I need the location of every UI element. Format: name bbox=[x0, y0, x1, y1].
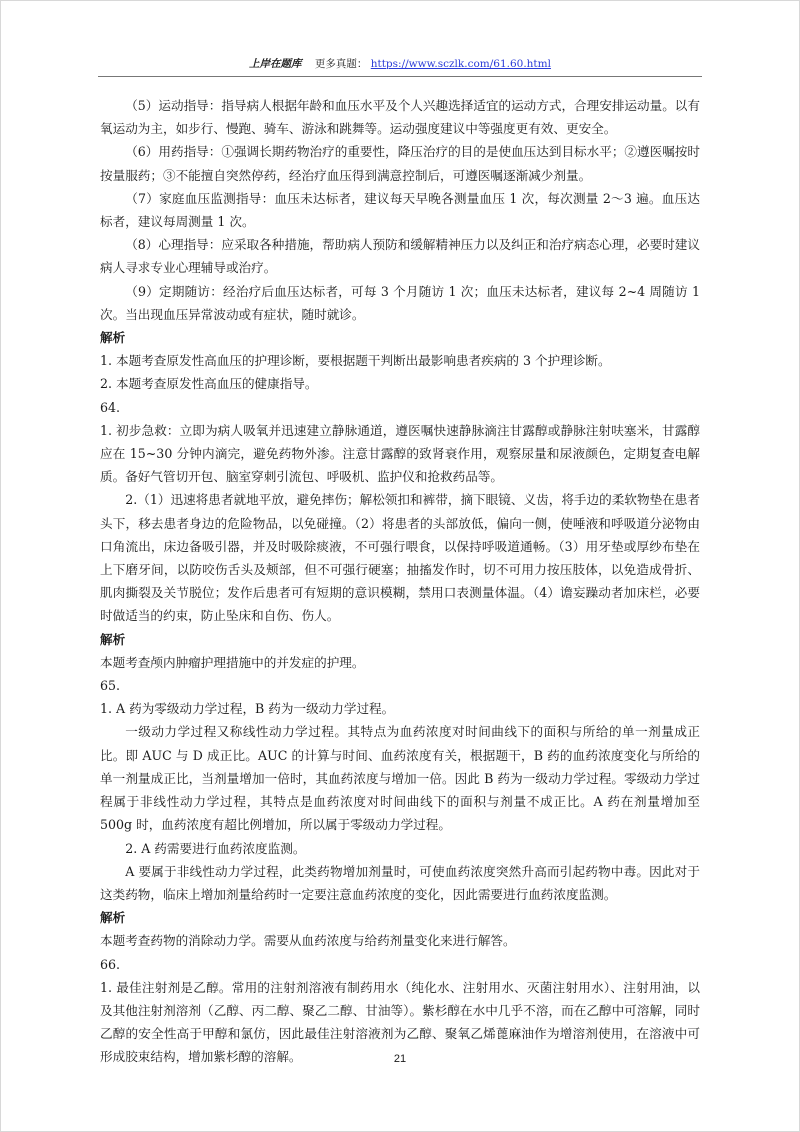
paragraph: 1. 初步急救：立即为病人吸氧并迅速建立静脉通道，遵医嘱快速静脉滴注甘露醇或静脉注射呋塞米，甘露醇应在 15~30 分钟内滴完，避免药物外渗。注意甘露醇的致肾衰作用，观察尿量和尿液颜色，定期复查电解质。备好气管切开包、脑室穿刺引流包、呼吸机、监护仪和抢救药品等。 bbox=[100, 422, 700, 485]
paragraph: 2.（1）迅速将患者就地平放，避免摔伤；解松领扣和裤带，摘下眼镜、义齿，将手边的柔软物垫在患者头下，移去患者身边的危险物品，以免碰撞。（2）将患者的头部放低，偏向一侧，使唾液和呼吸道分泌物由口角流出，床边备吸引器，并及时吸除痰液，不可强行喂食，以保持呼吸道通畅。（3）用牙垫或厚纱布垫在上下磨牙间，以防咬伤舌头及颊部，但不可强行硬塞；抽搐发作时，切不可用力按压肢体，以免造成骨折、肌肉撕裂及关节脱位；发作后患者可有短期的意识模糊，禁用口表测量体温。（4）谵妄躁动者加床栏，必要时做适当的约束，防止坠床和自伤、伤人。 bbox=[100, 492, 700, 624]
paragraph: 64. bbox=[100, 399, 121, 415]
header-label: 更多真题： bbox=[314, 58, 368, 70]
header-brand: 上岸在题库 bbox=[249, 58, 302, 70]
paragraph: 66. bbox=[100, 956, 121, 972]
paragraph: （6）用药指导：①强调长期药物治疗的重要性，降压治疗的目的是使血压达到目标水平；②遵医嘱按时按量服药；③不能擅自突然停药，经治疗血压得到满意控制后，可遵医嘱逐渐减少剂量。 bbox=[100, 144, 700, 183]
section-heading: 解析 bbox=[100, 910, 126, 926]
paragraph: 本题考查药物的消除动力学。需要从血药浓度与给药剂量变化来进行解答。 bbox=[100, 933, 516, 949]
paragraph: 1. 最佳注射剂是乙醇。常用的注射剂溶液有制药用水（纯化水、注射用水、灭菌注射用水）、注射用油，以及其他注射剂溶剂（乙醇、丙二醇、聚乙二醇、甘油等）。紫杉醇在水中几乎不溶，而在乙醇中可溶解，同时乙醇的安全性高于甲醇和氯仿，因此最佳注射溶液剂为乙醇、聚氧乙烯蓖麻油作为增溶剂使用，在溶液中可形成胶束结构，增加紫杉醇的溶解。 bbox=[100, 979, 700, 1065]
paragraph: 1. A 药为零级动力学过程，B 药为一级动力学过程。 bbox=[100, 701, 395, 717]
paragraph: （9）定期随访：经治疗后血压达标者，可每 3 个月随访 1 次；血压未达标者，建议每 2~4 周随访 1 次。当出现血压异常波动或有症状，随时就诊。 bbox=[100, 283, 700, 322]
paragraph: （7）家庭血压监测指导：血压未达标者，建议每天早晚各测量血压 1 次，每次测量 2～3 遍。血压达标者，建议每周测量 1 次。 bbox=[100, 190, 700, 230]
paragraph: 本题考查颅内肿瘤护理措施中的并发症的护理。 bbox=[100, 654, 365, 670]
paragraph: 2. 本题考查原发性高血压的健康指导。 bbox=[100, 376, 318, 392]
header-link[interactable]: https://www.sczlk.com/61.60.html bbox=[370, 58, 551, 70]
header-divider bbox=[98, 76, 702, 77]
paragraph: A 要属于非线性动力学过程，此类药物增加剂量时，可使血药浓度突然升高而引起药物中毒。因此对于这类药物，临床上增加剂量给药时一定要注意血药浓度的变化，因此需要进行血药浓度监测。 bbox=[100, 863, 700, 902]
paragraph: 1. 本题考查原发性高血压的护理诊断，要根据题干判断出最影响患者疾病的 3 个护理诊断。 bbox=[100, 353, 611, 369]
paragraph: （5）运动指导：指导病人根据年龄和血压水平及个人兴趣选择适宜的运动方式，合理安排运动量。以有氧运动为主，如步行、慢跑、骑车、游泳和跳舞等。运动强度建议中等强度更有效、更安全。 bbox=[100, 98, 700, 137]
page-header bbox=[98, 52, 702, 76]
document-body bbox=[100, 94, 700, 1069]
paragraph: 65. bbox=[100, 678, 121, 694]
section-heading: 解析 bbox=[100, 330, 126, 346]
paragraph: （8）心理指导：应采取各种措施，帮助病人预防和缓解精神压力以及纠正和治疗病态心理，必要时建议病人寻求专业心理辅导或治疗。 bbox=[100, 237, 700, 276]
section-heading: 解析 bbox=[100, 631, 126, 647]
paragraph: 2. A 药需要进行血药浓度监测。 bbox=[125, 840, 306, 856]
page-number: 21 bbox=[393, 1053, 407, 1065]
paragraph: 一级动力学过程又称线性动力学过程。其特点为血药浓度对时间曲线下的面积与所给的单一剂量成正比。即 AUC 与 D 成正比。AUC 的计算与时间、血药浓度有关，根据题干，B 药的血药浓度变化与所给的单一剂量成正比，当剂量增加一倍时，其血药浓度与增加一倍。因此 B 药为一级动力学过程。零级动力学过程属于非线性动力学过程，其特点是血药浓度对时间曲线下的面积与剂量不成正比。A 药在剂量增加至 500g 时，血药浓度有超比例增加，所以属于零级动力学过程。 bbox=[100, 724, 700, 833]
